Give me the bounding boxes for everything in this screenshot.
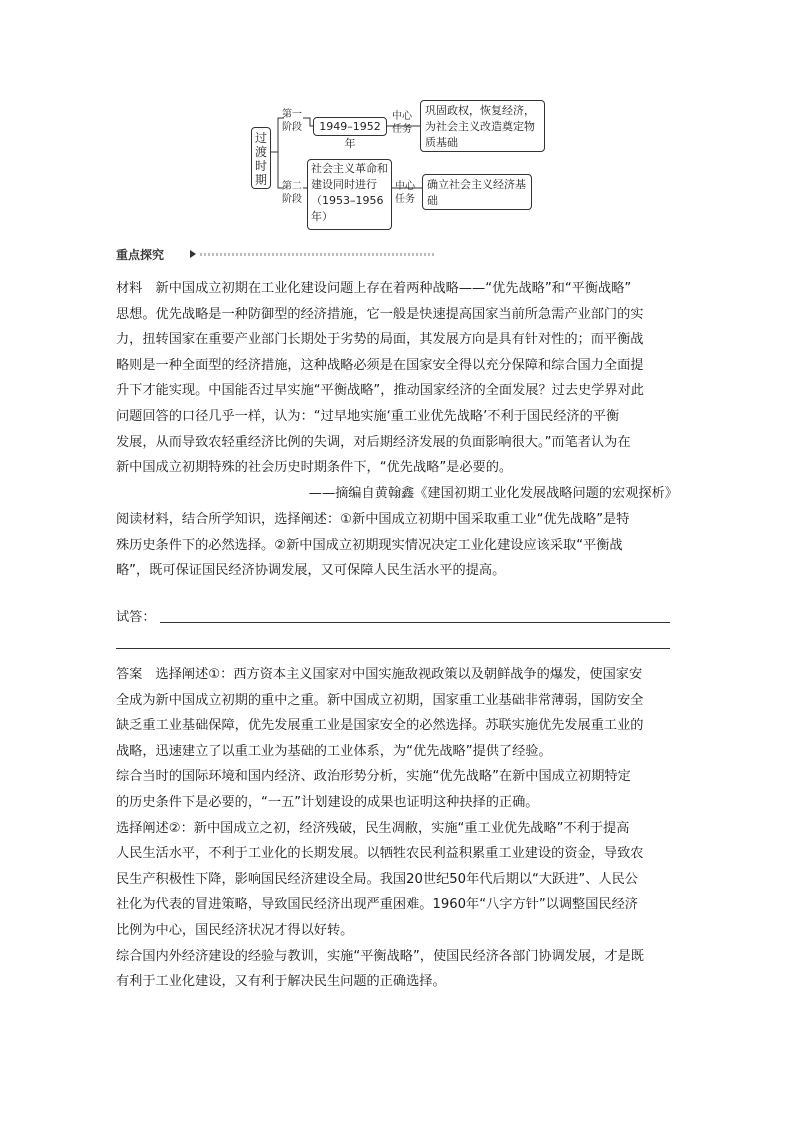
material-line: 思想。优先战略是一种防御型的经济措施，它一般是快速提高国家当前所急需产业部门的实 <box>116 306 644 322</box>
stage1-label-line1: 第一 <box>282 109 302 120</box>
stage1-center-line2: 任务 <box>392 124 412 135</box>
stage1-task: 巩固政权，恢复经济，为社会主义改造奠定物质基础 <box>425 104 535 149</box>
diagram-root-box <box>251 127 271 189</box>
diagram-root-text: 过 渡 时 期 <box>254 131 267 187</box>
stage1-period: 1949–1952年 <box>319 120 381 150</box>
stage2-center-task-label <box>395 180 415 206</box>
material-line: 问题回答的口径几乎一样，认为：“过早地实施‘重工业优先战略’不利于国民经济的平衡 <box>116 408 620 424</box>
stage2-center-line2: 任务 <box>395 194 415 205</box>
section-header <box>116 244 434 264</box>
triangle-right-icon <box>190 250 196 258</box>
answer-prompt-label: 试答： <box>116 610 156 625</box>
stage1-center-task-label <box>392 110 412 136</box>
answer-line-2[interactable] <box>116 648 670 649</box>
question-line: 殊历史条件下的必然选择。②新中国成立初期现实情况决定工业化建设应该采取“平衡战 <box>116 537 623 553</box>
question-line: 阅读材料，结合所学知识，选择阐述：①新中国成立初期中国采取重工业“优先战略”是特 <box>116 512 630 527</box>
material-source: ——摘编自黄翰鑫《建国初期工业化发展战略问题的宏观探析》 <box>308 486 678 501</box>
material-paragraph <box>116 276 678 481</box>
answer-line: 答案 选择阐述①：西方资本主义国家对中国实施敌视政策以及朝鲜战争的爆发，使国家安 <box>116 667 643 682</box>
material-line: 新中国成立初期特殊的社会历史时期条件下，“优先战略”是必要的。 <box>116 460 513 476</box>
answer-line: 民生产积极性下降，影响国民经济建设全局。我国20世纪50年代后期以“大跃进”、人民公 <box>116 871 638 887</box>
answer-line-1[interactable] <box>160 622 670 623</box>
answer-line: 有利于工业化建设，又有利于解决民生问题的正确选择。 <box>116 974 446 990</box>
material-line: 升下才能实现。中国能否过早实施“平衡战略”，推动国家经济的全面发展？过去史学界对此 <box>116 383 644 399</box>
section-title: 重点探究 <box>116 246 167 263</box>
stage2-period-box <box>307 159 392 230</box>
stage1-period-box <box>313 117 387 150</box>
answer-line: 缺乏重工业基础保障，优先发展重工业是国家安全的必然选择。苏联实施优先发展重工业的 <box>116 718 644 734</box>
stage2-task-box <box>422 174 532 210</box>
stage2-center-line1: 中心 <box>395 181 415 192</box>
answer-line: 综合国内外经济建设的经验与教训，实施“平衡战略”，使国民经济各部门协调发展，才是既 <box>116 948 644 964</box>
stage1-label-line2: 阶段 <box>282 122 302 133</box>
material-line: 略则是一种全面型的经济措施，这种战略必须是在国家安全得以充分保障和综合国力全面提 <box>116 357 644 373</box>
answer-line: 全成为新中国成立初期的重中之重。新中国成立初期，国家重工业基础非常薄弱，国防安全 <box>116 692 644 708</box>
answer-line: 比例为中心，国民经济状况才得以好转。 <box>116 922 354 938</box>
stage2-task: 确立社会主义经济基础 <box>427 178 526 207</box>
answer-line: 选择阐述②：新中国成立之初，经济残破，民生凋敝，实施“重工业优先战略”不利于提高 <box>116 820 630 836</box>
answer-line: 综合当时的国际环境和国内经济、政治形势分析，实施“优先战略”在新中国成立初期特定 <box>116 769 631 785</box>
stage1-center-line1: 中心 <box>392 111 412 122</box>
stage2-label-line1: 第二 <box>282 181 302 192</box>
stage2-period: 社会主义革命和建设同时进行（1953–1956年） <box>311 162 388 223</box>
stage1-label <box>282 108 302 134</box>
answer-line: 社化为代表的冒进策略，导致国民经济出现严重困难。1960年“八字方针”以调整国民经济 <box>116 897 638 913</box>
answer-line: 人民生活水平，不利于工业化的长期发展。以牺牲农民利益积累重工业建设的资金，导致农 <box>116 846 644 862</box>
question-line: 略”，既可保证国民经济协调发展，又可保障人民生活水平的提高。 <box>116 563 506 579</box>
stage1-task-box <box>420 100 545 152</box>
answer-line: 的历史条件下是必要的，“一五”计划建设的成果也证明这种抉择的正确。 <box>116 794 539 810</box>
material-line: 材料 新中国成立初期在工业化建设问题上存在着两种战略——“优先战略”和“平衡战略” <box>116 281 632 296</box>
stage2-label <box>282 180 302 206</box>
question-paragraph <box>116 507 678 584</box>
material-line: 力，扭转国家在重要产业部门长期处于劣势的局面，其发展方向是具有针对性的；而平衡战 <box>116 332 644 348</box>
material-line: 发展，从而导致农轻重经济比例的失调，对后期经济发展的负面影响很大。”而笔者认为在 <box>116 434 631 450</box>
answer-line: 战略，迅速建立了以重工业为基础的工业体系，为“优先战略”提供了经验。 <box>116 743 552 759</box>
answer-paragraph <box>116 662 678 995</box>
stage2-label-line2: 阶段 <box>282 194 302 205</box>
diagram-root-label <box>254 131 268 187</box>
section-dotted-rule <box>200 253 434 256</box>
